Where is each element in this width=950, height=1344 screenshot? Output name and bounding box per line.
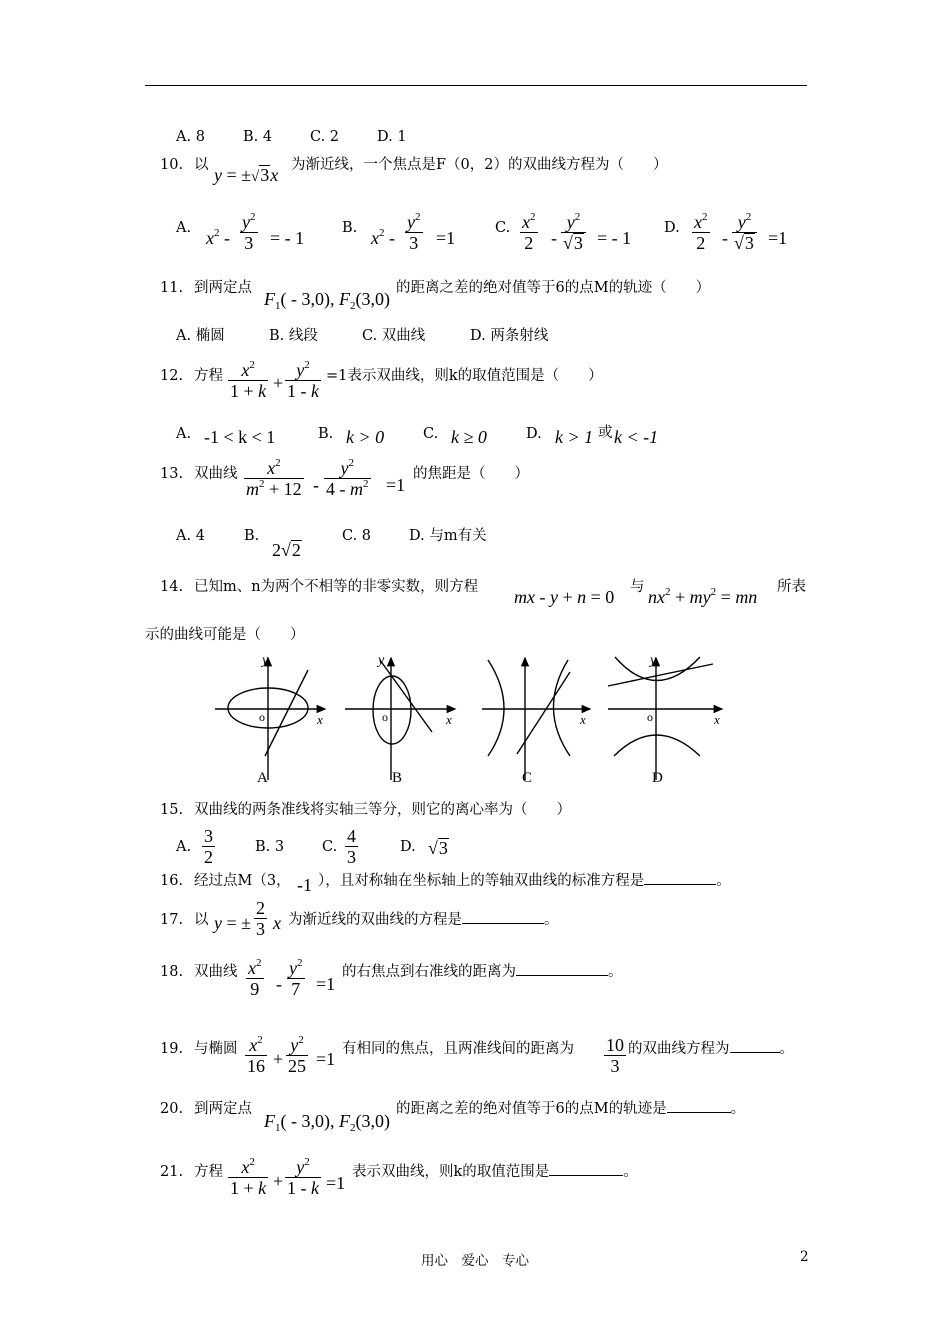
q17-number: 17. xyxy=(160,912,184,928)
q15-option-d-math: √3 xyxy=(428,838,448,858)
footer-slogan: 用心 爱心 专心 xyxy=(421,1253,529,1269)
q12-option-d-or: 或 xyxy=(598,425,613,441)
figure-c-x-label: x xyxy=(580,712,586,727)
q10-option-a-rhs: = - 1 xyxy=(270,228,305,248)
q15-option-b: B. 3 xyxy=(255,839,285,855)
figure-d-y-label: y xyxy=(650,653,657,668)
q13-option-a: A. 4 xyxy=(176,528,205,544)
q14-equation-2: $nx^2 + my^2$ = mn xyxy=(648,586,758,607)
q18-prefix: 双曲线 xyxy=(194,964,238,980)
q10-option-d-label: D. xyxy=(664,220,680,236)
q17-fraction: 2 3 xyxy=(256,898,265,939)
q10-c-fraction-2: $y^2$ √3 xyxy=(561,212,586,253)
q21-text: 表示双曲线，则k的取值范围是 。 xyxy=(352,1164,638,1180)
q12-fraction-2: $y^2$ 1 - k xyxy=(287,359,319,401)
figure-d xyxy=(608,657,722,780)
q18-text: 的右焦点到右准线的距离为 。 xyxy=(342,964,623,980)
q15-option-a-fraction: 3 2 xyxy=(204,826,213,867)
q20-text: 的距离之差的绝对值等于6的点M的轨迹是 。 xyxy=(396,1101,746,1117)
q20-prefix: 到两定点 xyxy=(194,1101,252,1117)
q19-fraction-2: $y^2$ 25 xyxy=(288,1034,306,1076)
q16-number: 16. xyxy=(160,873,184,889)
q14-number: 14. xyxy=(160,579,184,595)
q13-fraction-1: $x^2$ $m^2 + 12$ xyxy=(246,457,302,499)
q9-option-a: A. 8 xyxy=(176,129,205,145)
q9-option-c: C. 2 xyxy=(310,129,340,145)
q10-option-a-math: $x^2$ - xyxy=(206,227,230,248)
q10-number: 10. xyxy=(160,157,184,173)
q19-rhs: =1 xyxy=(316,1049,336,1069)
q19-prefix: 与椭圆 xyxy=(194,1041,238,1057)
q13-number: 13. xyxy=(160,466,184,482)
q21-plus: + xyxy=(273,1171,284,1191)
q15-number: 15. xyxy=(160,802,184,818)
q19-text: 的双曲线方程为 。 xyxy=(628,1041,794,1057)
q10-d-fraction-2: $y^2$ √3 xyxy=(732,212,757,253)
q21-fraction-2: $y^2$ 1 - k xyxy=(287,1156,319,1198)
q11-prefix: 到两定点 xyxy=(194,280,252,296)
figure-b-x-label: x xyxy=(446,712,452,727)
figure-a-x-label: x xyxy=(317,712,323,727)
q17-prefix: 以 xyxy=(194,912,209,928)
q14-prefix: 已知m、n为两个不相等的非零实数，则方程 xyxy=(194,579,479,595)
q13-minus: - xyxy=(313,475,319,495)
q18-minus: - xyxy=(276,974,282,994)
q17-text: 为渐近线的双曲线的方程是 。 xyxy=(288,912,559,928)
q10-b-fraction: $y^2$ 3 xyxy=(407,211,421,253)
q10-prefix: 以 xyxy=(194,157,209,173)
q10-equation: y = ±√3x xyxy=(214,165,279,185)
q10-option-c-label: C. xyxy=(495,220,511,236)
q14-equation-1: mx - y + n = 0 xyxy=(514,587,615,607)
q13-option-c: C. 8 xyxy=(342,528,372,544)
q14-connector: 与 xyxy=(630,579,645,595)
q14-text-end: 所表 xyxy=(777,579,806,595)
q12-fraction-1: $x^2$ 1 + k xyxy=(230,359,267,401)
q19-number: 19. xyxy=(160,1041,184,1057)
q12-option-c-label: C. xyxy=(423,426,439,442)
q10-text: 为渐近线，一个焦点是F（0，2）的双曲线方程为（ ） xyxy=(291,157,668,173)
q12-option-d-math-2: k < -1 xyxy=(614,427,659,447)
figure-c-label: C xyxy=(522,770,533,786)
figure-b-origin: o xyxy=(382,710,388,724)
q10-option-c-rhs: = - 1 xyxy=(597,228,632,248)
q18-fraction-1: $x^2$ 9 xyxy=(248,957,262,999)
page-number: 2 xyxy=(800,1249,809,1265)
figure-d-label: D xyxy=(652,770,663,786)
q20-number: 20. xyxy=(160,1101,184,1117)
q13-text: 的焦距是（ ） xyxy=(413,466,529,482)
q12-option-d-math-1: k > 1 xyxy=(555,427,594,447)
q19-middle: 有相同的焦点，且两准线间的距离为 xyxy=(342,1041,574,1057)
q15-text: 双曲线的两条准线将实轴三等分，则它的离心率为（ ） xyxy=(194,802,571,818)
q12-option-d-label: D. xyxy=(526,426,542,442)
q12-option-a-math: -1 < k < 1 xyxy=(204,427,276,447)
q12-text: =1表示双曲线，则k的取值范围是（ ） xyxy=(326,368,603,384)
q12-prefix: 方程 xyxy=(194,368,223,384)
q10-option-d-minus: - xyxy=(722,228,728,248)
q14-line-2: 示的曲线可能是（ ） xyxy=(145,627,305,643)
q11-option-a: A. 椭圆 xyxy=(176,328,225,344)
q12-option-b-label: B. xyxy=(318,426,334,442)
q15-option-c-label: C. xyxy=(322,839,338,855)
q16-coordinate: -1 xyxy=(297,875,312,895)
q10-option-c-minus: - xyxy=(551,228,557,248)
q19-fraction-1: $x^2$ 16 xyxy=(247,1034,265,1076)
q20-math: $F_1( - 3,0)$, $F_2(3,0)$ xyxy=(264,1111,390,1134)
q11-option-b: B. 线段 xyxy=(269,328,318,344)
figure-c xyxy=(482,658,590,780)
figure-a-y-label: y xyxy=(262,653,269,668)
q13-prefix: 双曲线 xyxy=(194,466,238,482)
q15-option-c-fraction: 4 3 xyxy=(347,826,356,867)
q9-option-d: D. 1 xyxy=(377,129,407,145)
figure-d-origin: o xyxy=(647,710,653,724)
figure-a-origin: o xyxy=(259,710,265,724)
q13-fraction-2: $y^2$ $4 - m^2$ xyxy=(326,457,369,499)
q18-number: 18. xyxy=(160,964,184,980)
figure-b-label: B xyxy=(392,770,403,786)
figure-a-label: A xyxy=(257,770,268,786)
q11-option-d: D. 两条射线 xyxy=(470,328,549,344)
q12-option-b-math: k > 0 xyxy=(346,427,385,447)
q11-number: 11. xyxy=(160,280,184,296)
header-rule xyxy=(145,85,807,86)
q9-option-b: B. 4 xyxy=(243,129,273,145)
q12-option-a-label: A. xyxy=(176,426,192,442)
q11-option-c: C. 双曲线 xyxy=(362,328,426,344)
q10-a-fraction: $y^2$ 3 xyxy=(242,211,256,253)
q12-plus: + xyxy=(273,373,284,393)
q12-option-c-math: k ≥ 0 xyxy=(451,427,487,447)
q11-math: $F_1( - 3,0)$, $F_2(3,0)$ xyxy=(264,289,390,312)
q10-option-a-label: A. xyxy=(176,220,192,236)
q11-text: 的距离之差的绝对值等于6的点M的轨迹（ ） xyxy=(396,280,711,296)
q18-rhs: =1 xyxy=(316,974,336,994)
q21-number: 21. xyxy=(160,1164,184,1180)
q15-option-a-label: A. xyxy=(176,839,192,855)
figure-a xyxy=(215,658,325,780)
q18-fraction-2: $y^2$ 7 xyxy=(289,957,303,999)
q14-figures xyxy=(210,652,730,787)
q10-d-fraction-1: $x^2$ 2 xyxy=(694,211,708,253)
figure-b xyxy=(345,658,455,780)
q17-math-x: x xyxy=(273,913,281,933)
q21-rhs: =1 xyxy=(326,1173,346,1193)
q13-rhs: =1 xyxy=(386,475,406,495)
q13-option-d: D. 与m有关 xyxy=(409,528,487,544)
q12-number: 12. xyxy=(160,368,184,384)
q10-option-b-math: $x^2$ - xyxy=(371,227,395,248)
q10-option-b-label: B. xyxy=(342,220,358,236)
q13-option-b-math: 2√2 xyxy=(272,540,301,560)
q21-fraction-1: $x^2$ 1 + k xyxy=(230,1156,267,1198)
q10-option-b-rhs: =1 xyxy=(436,228,456,248)
q16-prefix: 经过点M（3， xyxy=(194,873,291,889)
q21-prefix: 方程 xyxy=(194,1164,223,1180)
q16-text: ），且对称轴在坐标轴上的等轴双曲线的标准方程是 。 xyxy=(318,873,731,889)
figure-b-y-label: y xyxy=(378,653,385,668)
q10-option-d-rhs: =1 xyxy=(768,228,788,248)
figure-d-x-label: x xyxy=(714,712,720,727)
q10-c-fraction-1: $x^2$ 2 xyxy=(522,211,536,253)
q17-math-lhs: y = ± xyxy=(214,913,252,933)
q15-option-d-label: D. xyxy=(400,839,416,855)
q19-fraction-3: 10 3 xyxy=(606,1035,624,1076)
q13-option-b-label: B. xyxy=(244,528,260,544)
q19-plus: + xyxy=(273,1049,284,1069)
